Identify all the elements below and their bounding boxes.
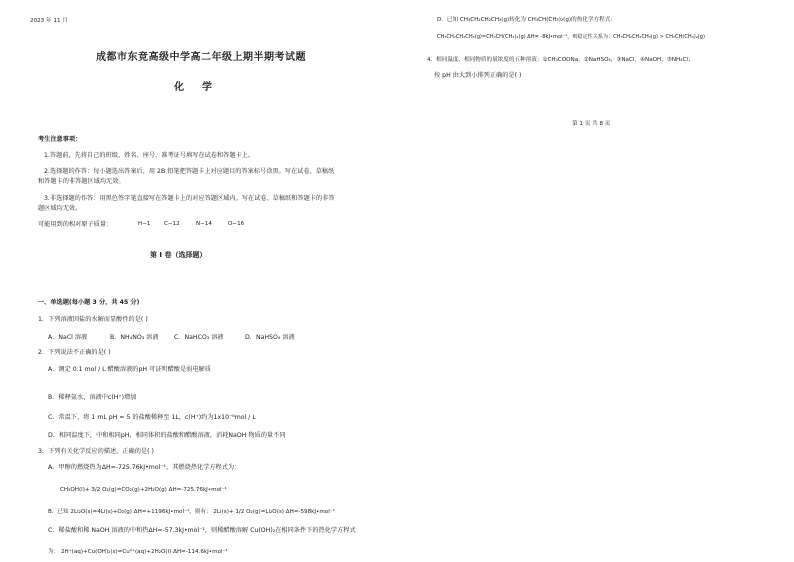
question-2-stem: 2．下列说法不正确的是( ) — [38, 349, 111, 356]
question-3-option-d: D．已知 CH₃CH₂CH₂CH₃(g)转化为 CH₃CH(CH₃)₂(g)的热化学方程式： — [437, 17, 616, 23]
page-footer: 第 1 页 共 8 页 — [572, 121, 611, 127]
question-1-option-d: D．NaHSO₄ 溶液 — [245, 334, 295, 341]
question-3-option-c-equation: 为： 2H⁺(aq)+Cu(OH)₂(s)=Cu²⁺(aq)+2H₂O(l) ΔH=-114.6kJ•mol⁻¹ — [48, 549, 228, 555]
question-3-option-b: B．已知 2Li₂O(s)=4Li(s)+O₂(g) ΔH=+1196kJ•mol⁻¹，则有： 2Li(s)+ 1/2 O₂(g)=Li₂O(s) ΔH=-598kJ•mol⁻¹ — [48, 509, 335, 515]
exam-title: 成都市东竞高级中学高二年级上期半期考试题 — [96, 52, 306, 63]
question-4-stem-cont: 按 pH 由大到小排列正确的是( ) — [434, 72, 522, 79]
question-3-option-a: A．甲醇的燃烧热为ΔH=-725.76kJ•mol⁻¹，其燃烧热化学方程式为： — [48, 464, 241, 471]
atomic-mass-n: N−14 — [196, 221, 212, 227]
atomic-mass-o: O−16 — [228, 221, 245, 227]
question-1-option-b: B．NH₄NO₃ 溶液 — [110, 334, 159, 341]
question-1-stem: 1．下列溶液因盐的水解而显酸性的是( ) — [38, 316, 148, 323]
question-2-option-a: A．测定 0.1 mol / L 醋酸溶液的pH 可证明醋酸是弱电解质 — [48, 366, 211, 373]
question-1-option-c: C．NaHCO₃ 溶液 — [174, 334, 224, 341]
notice-item-2: 2.选择题的作答：每小题选出答案后，用 2B 铅笔把答题卡上对应题目的答案标号涂黑。写在试卷、草稿纸 — [44, 168, 335, 175]
question-2-option-b: B．稀释氨水，溶液中c(H⁺)增加 — [48, 394, 137, 401]
exam-date: 2023 年 11 月 — [30, 18, 68, 24]
subject-title: 化学 — [174, 82, 230, 93]
part-heading: 第 I 卷（选择题） — [150, 251, 207, 259]
atomic-mass-label: 可能用到的相对原子质量： — [38, 221, 113, 228]
notice-item-3: 3.非选择题的作答：用黑色签字笔直接写在答题卡上的对应答题区域内。写在试卷、草稿纸和答题卡的非答 — [44, 195, 335, 202]
atomic-mass-c: C−12 — [164, 221, 180, 227]
question-2-option-d: D．相同温度下，中和相同pH，相同体积的盐酸和醋酸溶液，消耗NaOH 物质的量不同 — [48, 432, 286, 439]
notice-item-3-cont: 题区域均无效。 — [38, 205, 82, 212]
question-3-option-c: C．稀盐酸和稀 NaOH 溶液的中和热ΔH=-57.3kJ•mol⁻¹，则稀醋酸溶解 Cu(OH)₂在相同条件下的热化学方程式 — [48, 527, 356, 534]
notice-heading: 考生注意事项： — [38, 136, 82, 143]
notice-item-1: 1.答题前，先将自己的班级、姓名、座号、准考证号填写在试卷和答题卡上。 — [44, 152, 255, 159]
section-heading: 一、单选题(每小题 3 分，共 45 分) — [38, 299, 140, 306]
question-4-stem: 4．相同温度、相同物质的量浓度的五种溶液：①CH₃COONa，②NaHSO₄，③NaCl，④NaOH，⑤NH₄Cl； — [427, 57, 694, 63]
question-1-option-a: A．NaCl 溶液 — [48, 334, 88, 341]
question-3-stem: 3．下列有关化学反应的描述，正确的是( ) — [38, 448, 154, 455]
question-3-option-d-equation: CH₃CH₂CH₂CH₃(g)=CH₃CH(CH₃)₂(g) ΔH= -8kJ•mol⁻¹，则稳定性关系为：CH₃CH₂CH₂CH₃(g) > CH₃CH(CH₃)₂(g) — [437, 34, 705, 40]
atomic-mass-h: H−1 — [138, 221, 151, 227]
question-3-option-a-equation: CH₃OH(l)+ 3/2 O₂(g)=CO₂(g)+2H₂O(g) ΔH=-725.76kJ•mol⁻¹ — [60, 487, 227, 493]
notice-item-2-cont: 和答题卡的非答题区域均无效。 — [38, 178, 125, 185]
question-2-option-c: C．常温下，将 1 mL pH = 5 的盐酸稀释至 1L，c(H⁺)约为1x10⁻⁸mol / L — [48, 414, 256, 421]
